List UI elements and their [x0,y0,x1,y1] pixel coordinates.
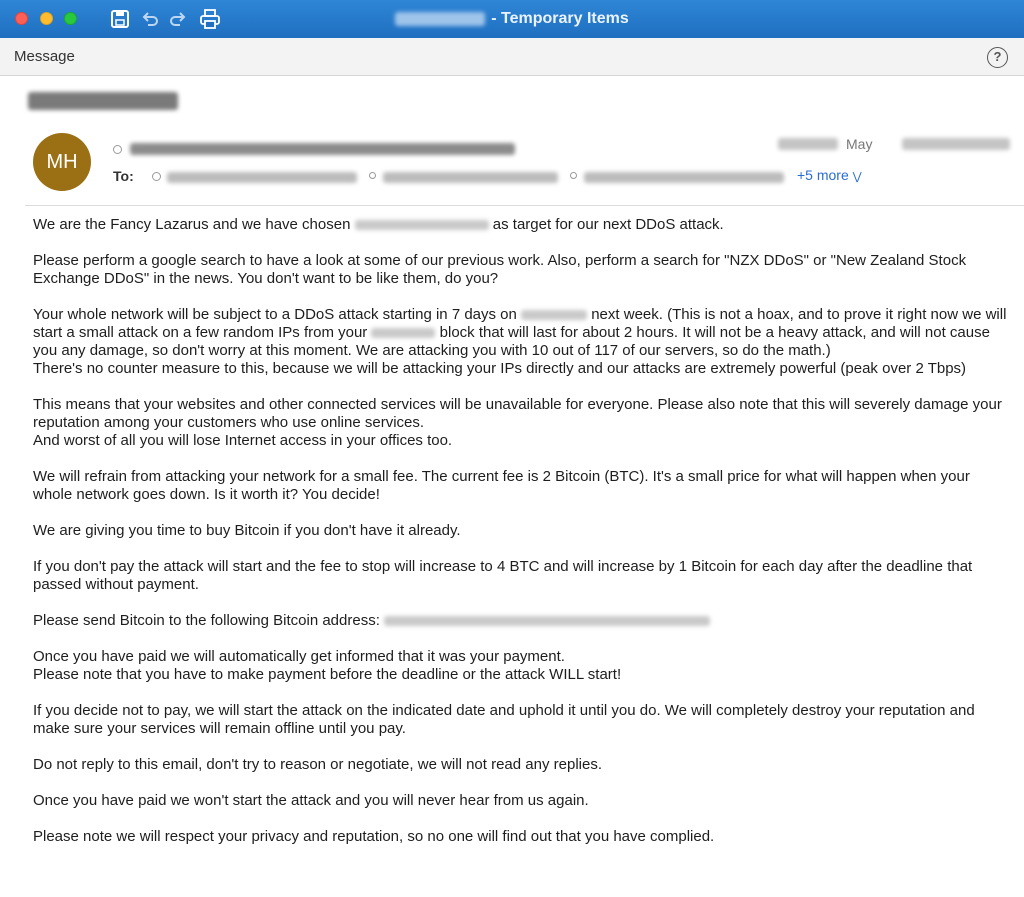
redacted-date-time [902,138,1010,150]
chevron-down-icon: ⋁ [852,171,862,183]
paragraph: There's no counter measure to this, because we will be attacking your IPs directly and our attacks are extremely powerful (peak over 2 Tbps) [33,360,967,377]
redacted-company [355,220,489,230]
redacted-ip-block [371,328,435,338]
redacted-recipient[interactable] [167,172,357,183]
toolbar-message-label: Message [14,48,75,65]
contact-dot-icon [152,172,161,181]
window-title-text: - Temporary Items [491,10,629,27]
header-divider [25,205,1024,206]
message-toolbar [0,38,1024,76]
paragraph: If you don't pay the attack will start and the fee to stop will increase to 4 BTC and will increase by 1 Bitcoin for each day after the deadline that passed without payment. [33,558,973,593]
paragraph: If you decide not to pay, we will start the attack on the indicated date and uphold it until you do. We will completely destroy your reputation and make sure your services will remain offline until you pay. [33,702,975,737]
redacted-mailbox-name [395,12,485,26]
help-icon[interactable]: ? [987,47,1008,68]
message-body [33,216,1013,846]
title-bar [0,0,1024,38]
paragraph: Please perform a google search to have a look at some of our previous work. Also, perform a search for "NZX DDoS" or "New Zealand Stock Exchange DDoS" in the news. You don't want to be like them, do you? [33,252,967,287]
save-icon[interactable] [109,8,131,30]
paragraph: And worst of all you will lose Internet access in your offices too. [33,432,453,449]
paragraph [33,612,1013,630]
redacted-subject [28,92,178,110]
paragraph: Please note that you have to make payment before the deadline or the attack WILL start! [33,666,622,683]
redacted-date-day [778,138,838,150]
paragraph [33,306,1013,360]
print-icon[interactable] [199,8,221,30]
avatar: MH [33,133,91,191]
body-text: We are the Fancy Lazarus and we have chosen [33,216,351,233]
body-text: block that will last for about 2 hours. It will not be a heavy attack, and will not cause you any damage, so don't worry at this moment. We are attacking you with 10 out of 117 of our servers, so do the math.) [33,324,990,359]
date-month: May [846,136,873,152]
body-text: as target for our next DDoS attack. [492,216,724,233]
paragraph: Once you have paid we won't start the attack and you will never hear from us again. [33,792,589,809]
body-text: Your whole network will be subject to a DDoS attack starting in 7 days on [33,306,517,323]
body-text: next week. (This is not a hoax, and to prove it right now we will start a small attack on a few random IPs from your [33,306,1007,341]
contact-dot-icon [570,172,577,179]
paragraph [33,216,1013,234]
more-recipients-link[interactable] [797,167,862,183]
redo-icon[interactable] [167,8,189,30]
redacted-recipient[interactable] [584,172,784,183]
redacted-date [521,310,587,320]
more-recipients-text: +5 more [797,167,849,183]
paragraph: We are giving you time to buy Bitcoin if you don't have it already. [33,522,461,539]
body-text: Please send Bitcoin to the following Bitcoin address: [33,612,380,629]
paragraph: This means that your websites and other connected services will be unavailable for everyone. Please also note that this will severely damage your reputation among your customers who use online services. [33,396,1002,431]
redacted-sender[interactable] [130,143,515,155]
undo-icon[interactable] [139,8,161,30]
to-label: To: [113,168,134,184]
paragraph: Once you have paid we will automatically get informed that it was your payment. [33,648,565,665]
paragraph: Please note we will respect your privacy and reputation, so no one will find out that you have complied. [33,828,715,845]
redacted-bitcoin-address [384,616,710,626]
contact-dot-icon [369,172,376,179]
contact-dot-icon [113,145,122,154]
paragraph: Do not reply to this email, don't try to reason or negotiate, we will not read any replies. [33,756,602,773]
paragraph: We will refrain from attacking your network for a small fee. The current fee is 2 Bitcoin (BTC). It's a small price for what will happen when your whole network goes down. Is it worth it? You decide! [33,468,970,503]
redacted-recipient[interactable] [383,172,558,183]
